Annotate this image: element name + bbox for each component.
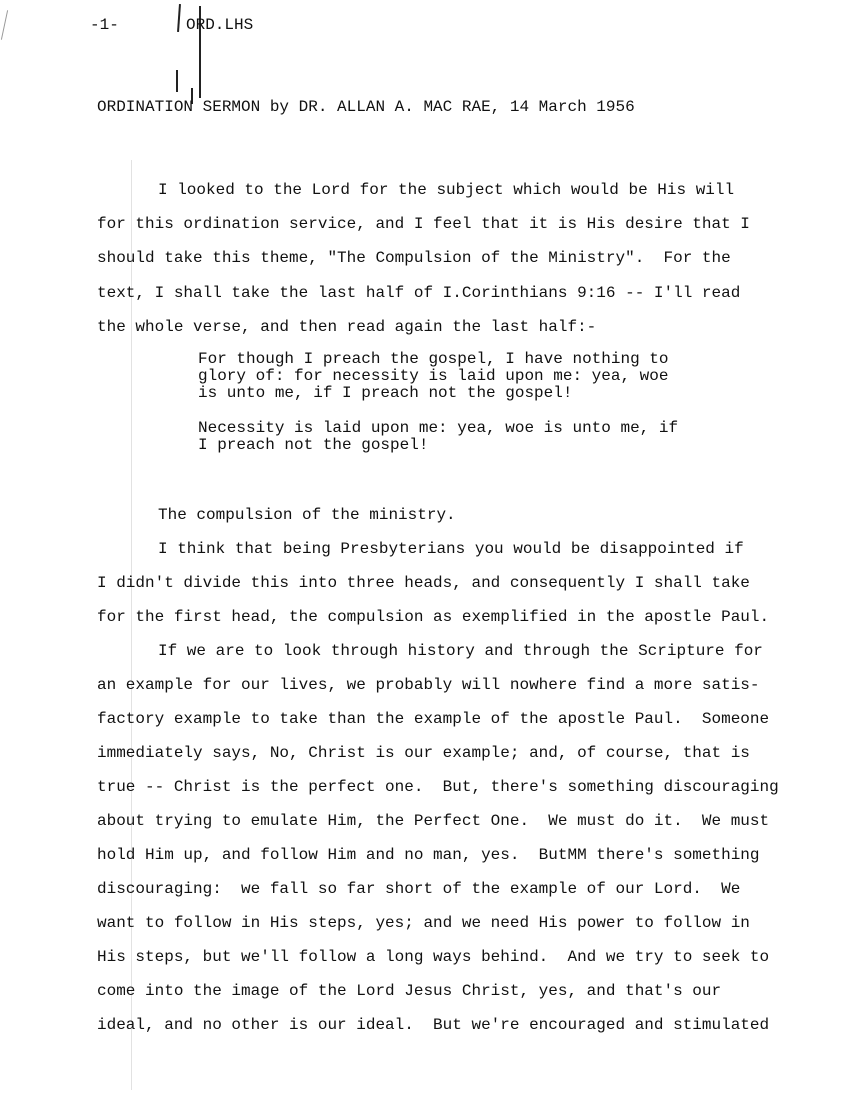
paragraph-line: ideal, and no other is our ideal. But we're encouraged and stimulated bbox=[97, 1016, 770, 1034]
paragraph-line: immediately says, No, Christ is our example; and, of course, that is bbox=[97, 744, 750, 762]
handwritten-stroke bbox=[176, 70, 178, 92]
paragraph-line: want to follow in His steps, yes; and we need His power to follow in bbox=[97, 914, 750, 932]
paragraph-line: come into the image of the Lord Jesus Christ, yes, and that's our bbox=[97, 982, 722, 1000]
paragraph-line: If we are to look through history and through the Scripture for bbox=[158, 642, 763, 660]
paragraph-line: for the first head, the compulsion as exemplified in the apostle Paul. bbox=[97, 608, 770, 626]
handwritten-stroke bbox=[177, 4, 181, 32]
paragraph-line: discouraging: we fall so far short of the example of our Lord. We bbox=[97, 880, 741, 898]
paragraph-line: about trying to emulate Him, the Perfect One. We must do it. We must bbox=[97, 812, 770, 830]
scripture-quote-line: I preach not the gospel! bbox=[198, 436, 429, 454]
paragraph-line: I think that being Presbyterians you would be disappointed if bbox=[158, 540, 744, 558]
page-edge-stroke bbox=[1, 10, 8, 40]
scripture-quote-line: glory of: for necessity is laid upon me: yea, woe bbox=[198, 367, 669, 385]
scripture-quote-line: Necessity is laid upon me: yea, woe is unto me, if bbox=[198, 419, 679, 437]
file-code: ORD.LHS bbox=[186, 16, 254, 34]
paragraph-line: factory example to take than the example of the apostle Paul. Someone bbox=[97, 710, 770, 728]
paragraph-line: His steps, but we'll follow a long ways behind. And we try to seek to bbox=[97, 948, 770, 966]
sermon-title: ORDINATION SERMON by DR. ALLAN A. MAC RAE, 14 March 1956 bbox=[97, 98, 635, 116]
paragraph-line: text, I shall take the last half of I.Corinthians 9:16 -- I'll read bbox=[97, 284, 741, 302]
page-number: -1- bbox=[90, 16, 119, 34]
paragraph-line: for this ordination service, and I feel that it is His desire that I bbox=[97, 215, 750, 233]
scripture-quote-line: is unto me, if I preach not the gospel! bbox=[198, 384, 573, 402]
paragraph-line: I looked to the Lord for the subject which would be His will bbox=[158, 181, 735, 199]
paragraph-line: true -- Christ is the perfect one. But, there's something discouraging bbox=[97, 778, 779, 796]
paragraph-line: I didn't divide this into three heads, and consequently I shall take bbox=[97, 574, 750, 592]
scripture-quote-line: For though I preach the gospel, I have nothing to bbox=[198, 350, 669, 368]
paragraph-line: hold Him up, and follow Him and no man, yes. ButMM there's something bbox=[97, 846, 760, 864]
section-line: The compulsion of the ministry. bbox=[158, 506, 456, 524]
paragraph-line: should take this theme, "The Compulsion of the Ministry". For the bbox=[97, 249, 731, 267]
paragraph-line: an example for our lives, we probably will nowhere find a more satis- bbox=[97, 676, 760, 694]
paragraph-line: the whole verse, and then read again the last half:- bbox=[97, 318, 597, 336]
